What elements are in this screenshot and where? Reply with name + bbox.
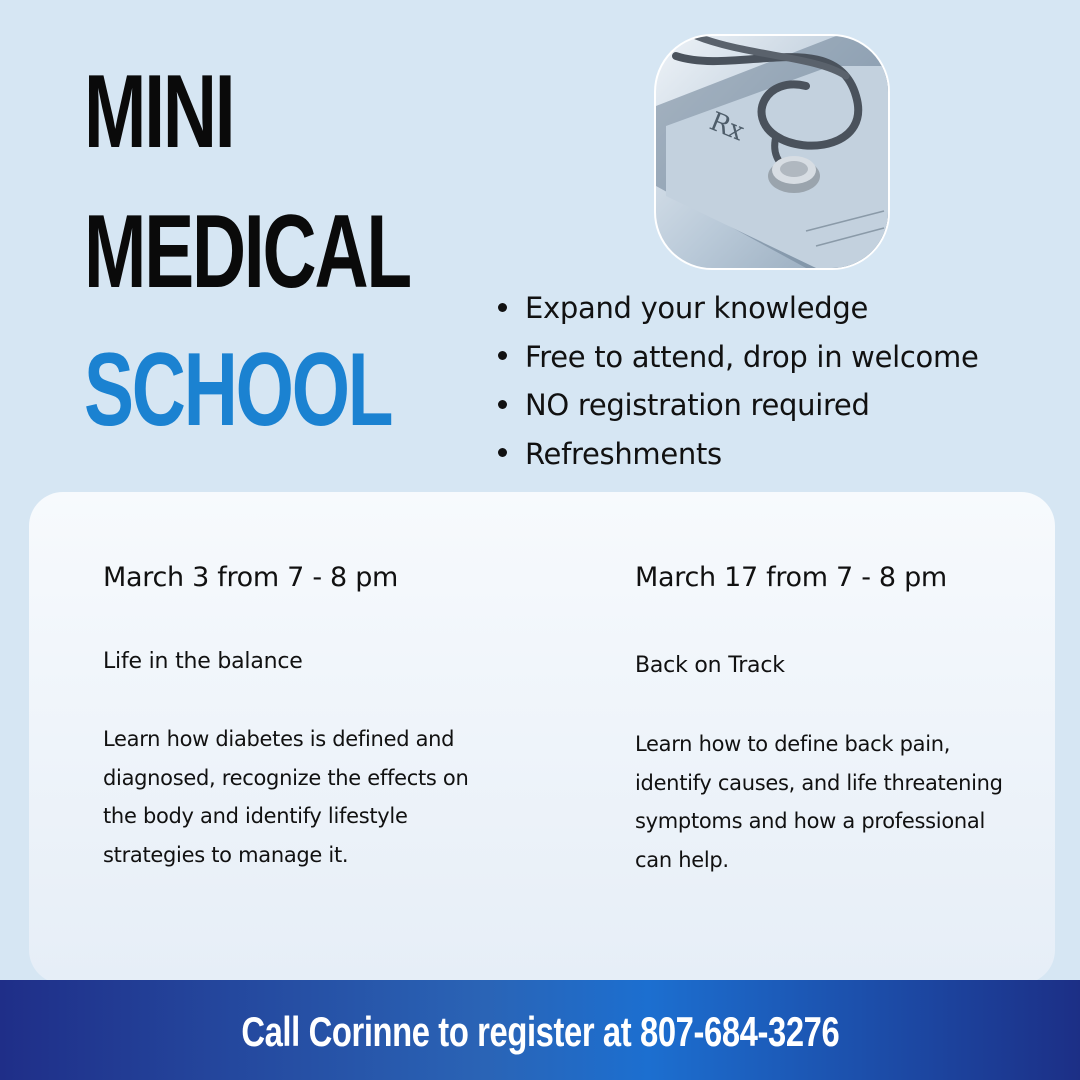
feature-list [498,284,1073,478]
session-date: March 3 from 7 - 8 pm [103,562,399,593]
registration-cta: Call Corinne to register at 807-684-3276 [240,1008,839,1055]
bullet-dot-icon [498,448,507,457]
bullet-dot-icon [498,303,507,312]
footer-banner [0,980,1080,1080]
list-item: Refreshments [498,430,1073,479]
stethoscope-icon [656,36,888,268]
title-mini: MINI [84,54,234,170]
stethoscope-photo [654,34,890,270]
sessions-card [29,492,1055,984]
list-item: Free to attend, drop in welcome [498,333,1073,382]
title-medical: MEDICAL [84,194,410,310]
session-topic: Back on Track [635,653,785,678]
bullet-dot-icon [498,351,507,360]
list-item: NO registration required [498,381,1073,430]
session-topic: Life in the balance [103,649,303,674]
session-date: March 17 from 7 - 8 pm [635,562,947,593]
rx-label: Rx [705,106,749,148]
list-item: Expand your knowledge [498,284,1073,333]
title-school: SCHOOL [84,332,392,448]
bullet-dot-icon [498,400,507,409]
session-description: Learn how to define back pain, identify causes, and life threatening symptoms and how a professional can help. [635,732,1003,872]
session-description: Learn how diabetes is defined and diagnosed, recognize the effects on the body and identify lifestyle strategies to manage it. [103,727,469,867]
